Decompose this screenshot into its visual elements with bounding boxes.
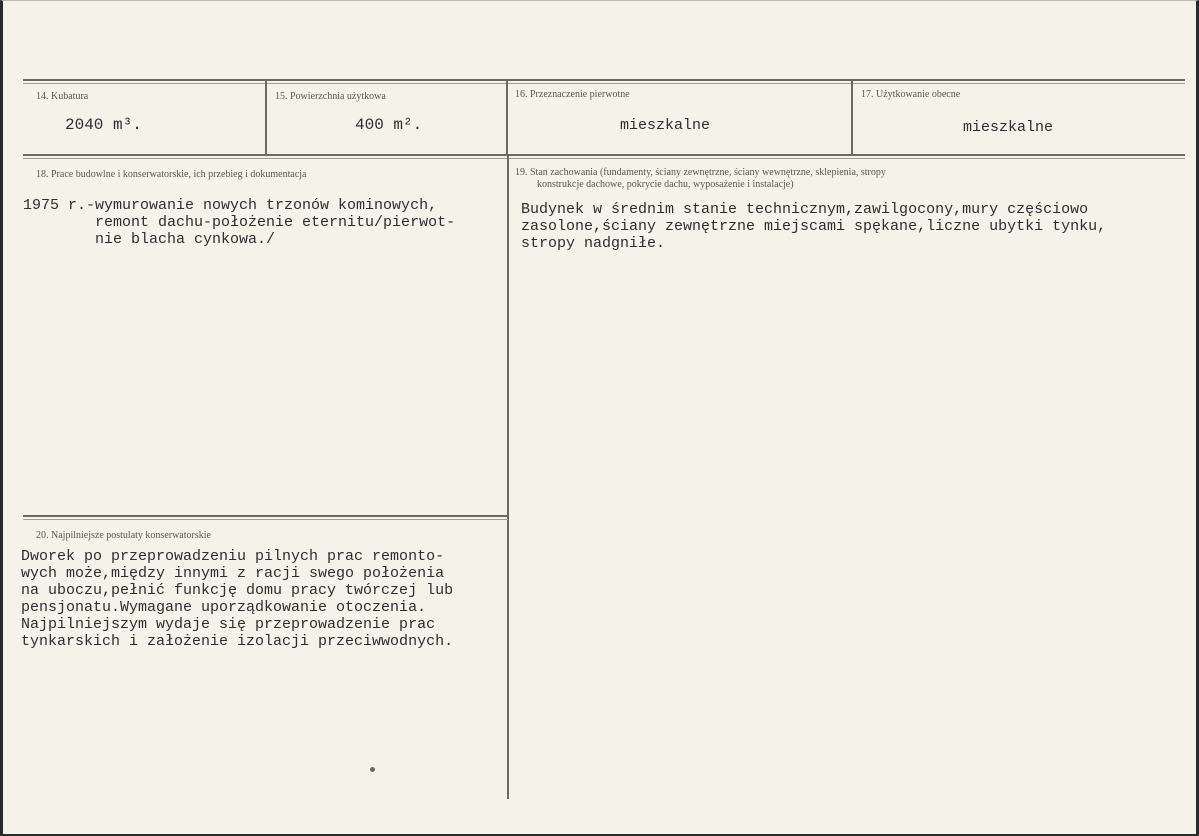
row1-rule-shadow [23, 158, 1185, 159]
section-18-20-rule-shadow [23, 519, 508, 520]
prace-line-2: remont dachu-położenie eternitu/pierwot- [23, 214, 456, 231]
divider-14-15 [265, 81, 267, 155]
przeznaczenie-value: mieszkalne [620, 117, 711, 134]
przeznaczenie-label: 16. Przeznaczenie pierwotne [515, 89, 630, 100]
ink-dot [370, 767, 375, 772]
kubatura-label: 14. Kubatura [36, 91, 89, 102]
powierzchnia-label: 15. Powierzchnia użytkowa [275, 91, 386, 102]
postulaty-line-3: na uboczu,pełnić funkcję domu pracy twórczej lub [21, 582, 454, 599]
stan-label-line-1: 19. Stan zachowania (fundamenty, ściany zewnętrzne, ściany wewnętrzne, sklepienia, stropy [515, 167, 886, 178]
prace-line-3: nie blacha cynkowa./ [23, 231, 276, 248]
postulaty-line-6: tynkarskich i założenie izolacji przeciwwodnych. [21, 633, 454, 650]
top-rule-shadow [23, 83, 1185, 84]
stan-label-line-2: konstrukcje dachowe, pokrycie dachu, wyposażenie i instalacje) [537, 179, 794, 190]
section-18-20-rule [23, 515, 508, 517]
prace-line-1: 1975 r.-wymurowanie nowych trzonów kominowych, [23, 197, 438, 214]
postulaty-line-5: Najpilniejszym wydaje się przeprowadzenie prac [21, 616, 436, 633]
kubatura-value: 2040 m³. [65, 116, 142, 134]
stan-line-1: Budynek w średnim stanie technicznym,zawilgocony,mury częściowo [521, 201, 1089, 218]
top-rule [23, 79, 1185, 81]
postulaty-line-1: Dworek po przeprowadzeniu pilnych prac remonto- [21, 548, 445, 565]
divider-15-16 [506, 81, 508, 155]
uzytkowanie-value: mieszkalne [963, 119, 1054, 136]
uzytkowanie-label: 17. Użytkowanie obecne [861, 89, 961, 100]
row1-rule [23, 154, 1185, 156]
prace-label: 18. Prace budowlne i konserwatorskie, ich przebieg i dokumentacja [36, 169, 307, 180]
stan-line-3: stropy nadgniłe. [521, 235, 666, 252]
powierzchnia-value: 400 m². [355, 116, 423, 134]
postulaty-line-4: pensjonatu.Wymagane uporządkowanie otoczenia. [21, 599, 427, 616]
postulaty-line-2: wych może,między innymi z racji swego położenia [21, 565, 445, 582]
divider-16-17 [851, 81, 853, 155]
main-divider [507, 156, 509, 799]
stan-line-2: zasolone,ściany zewnętrzne miejscami spękane,liczne ubytki tynku, [521, 218, 1107, 235]
postulaty-label: 20. Najpilniejsze postulaty konserwatorskie [36, 530, 211, 541]
